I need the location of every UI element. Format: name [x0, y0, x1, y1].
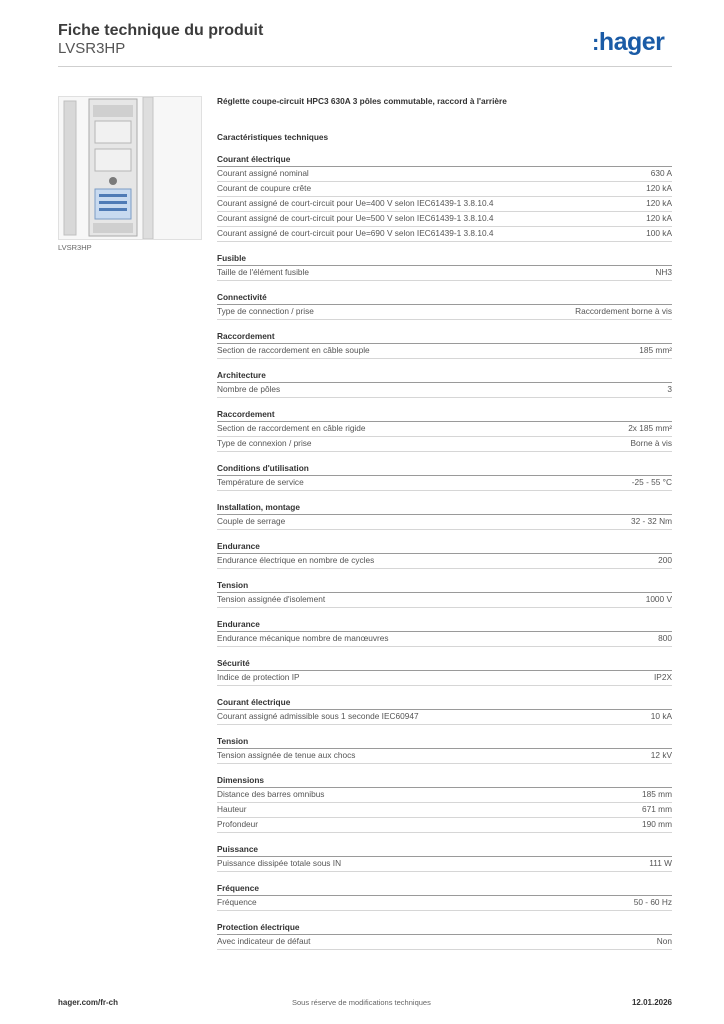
spec-value: 12 kV — [650, 750, 672, 760]
spec-group — [217, 369, 672, 398]
spec-value: 120 kA — [646, 198, 672, 208]
spec-group — [217, 579, 672, 608]
spec-label: Courant de coupure crête — [217, 183, 312, 193]
spec-row — [217, 671, 672, 686]
spec-group-title: Courant électrique — [217, 153, 672, 167]
spec-value: 3 — [667, 384, 672, 394]
spec-label: Courant assigné nominal — [217, 168, 309, 178]
spec-row — [217, 476, 672, 491]
spec-label: Type de connection / prise — [217, 306, 314, 316]
spec-group — [217, 696, 672, 725]
spec-group-title: Tension — [217, 579, 672, 593]
spec-value: 32 - 32 Nm — [630, 516, 672, 526]
spec-group-title: Dimensions — [217, 774, 672, 788]
spec-row — [217, 437, 672, 452]
spec-value: 190 mm — [642, 819, 672, 829]
spec-value: 200 — [658, 555, 672, 565]
spec-value: 2x 185 mm² — [628, 423, 672, 433]
spec-group-title: Connectivité — [217, 291, 672, 305]
product-description: Réglette coupe-circuit HPC3 630A 3 pôles commutable, raccord à l'arrière — [217, 96, 507, 106]
spec-value: 50 - 60 Hz — [633, 897, 672, 907]
spec-group — [217, 735, 672, 764]
spec-row — [217, 197, 672, 212]
spec-label: Fréquence — [217, 897, 257, 907]
spec-value: IP2X — [654, 672, 672, 682]
spec-row — [217, 593, 672, 608]
spec-value: 185 mm — [642, 789, 672, 799]
spec-row — [217, 266, 672, 281]
spec-value: 185 mm² — [639, 345, 672, 355]
spec-group — [217, 843, 672, 872]
spec-row — [217, 227, 672, 242]
spec-label: Indice de protection IP — [217, 672, 300, 682]
spec-row — [217, 422, 672, 437]
spec-group-title: Architecture — [217, 369, 672, 383]
spec-group — [217, 252, 672, 281]
image-caption: LVSR3HP — [58, 243, 92, 252]
spec-value: 800 — [658, 633, 672, 643]
spec-row — [217, 632, 672, 647]
spec-value: 671 mm — [642, 804, 672, 814]
spec-group-title: Endurance — [217, 540, 672, 554]
spec-row — [217, 344, 672, 359]
spec-value: Raccordement borne à vis — [575, 306, 672, 316]
spec-value: 111 W — [649, 858, 672, 868]
spec-label: Tension assignée de tenue aux chocs — [217, 750, 356, 760]
spec-label: Distance des barres omnibus — [217, 789, 325, 799]
spec-label: Courant assigné de court-circuit pour Ue=690 V selon IEC61439-1 3.8.10.4 — [217, 228, 494, 238]
spec-label: Section de raccordement en câble souple — [217, 345, 370, 355]
spec-label: Puissance dissipée totale sous IN — [217, 858, 342, 868]
spec-label: Endurance mécanique nombre de manœuvres — [217, 633, 389, 643]
spec-label: Section de raccordement en câble rigide — [217, 423, 366, 433]
spec-group-title: Sécurité — [217, 657, 672, 671]
page-title: Fiche technique du produit — [58, 22, 264, 39]
fuse-rail-illustration — [59, 97, 201, 239]
spec-label: Type de connexion / prise — [217, 438, 312, 448]
spec-row — [217, 896, 672, 911]
footer-notice: Sous réserve de modifications techniques — [292, 998, 431, 1007]
spec-group — [217, 291, 672, 320]
spec-group — [217, 882, 672, 911]
footer-date: 12.01.2026 — [631, 998, 672, 1007]
spec-row — [217, 383, 672, 398]
spec-group-title: Raccordement — [217, 408, 672, 422]
spec-group-title: Raccordement — [217, 330, 672, 344]
spec-group — [217, 153, 672, 242]
spec-label: Courant assigné de court-circuit pour Ue=400 V selon IEC61439-1 3.8.10.4 — [217, 198, 494, 208]
spec-value: Non — [656, 936, 672, 946]
spec-group-title: Conditions d'utilisation — [217, 462, 672, 476]
spec-label: Profondeur — [217, 819, 259, 829]
spec-value: 120 kA — [646, 213, 672, 223]
spec-group — [217, 921, 672, 950]
spec-row — [217, 935, 672, 950]
spec-value: 100 kA — [646, 228, 672, 238]
spec-label: Température de service — [217, 477, 304, 487]
spec-group-title: Protection électrique — [217, 921, 672, 935]
spec-label: Taille de l'élément fusible — [217, 267, 309, 277]
hager-logo: :hager — [592, 28, 665, 56]
characteristics-title: Caractéristiques techniques — [217, 132, 329, 142]
spec-row — [217, 305, 672, 320]
spec-group-title: Installation, montage — [217, 501, 672, 515]
spec-row — [217, 818, 672, 833]
spec-row — [217, 710, 672, 725]
spec-group-title: Fréquence — [217, 882, 672, 896]
spec-row — [217, 788, 672, 803]
spec-value: 1000 V — [645, 594, 672, 604]
spec-group — [217, 657, 672, 686]
spec-group — [217, 408, 672, 452]
product-reference: LVSR3HP — [58, 40, 126, 57]
spec-group — [217, 330, 672, 359]
spec-value: -25 - 55 °C — [631, 477, 672, 487]
spec-group — [217, 501, 672, 530]
spec-group-title: Tension — [217, 735, 672, 749]
spec-value: Borne à vis — [630, 438, 672, 448]
spec-group-title: Courant électrique — [217, 696, 672, 710]
spec-value: 630 A — [650, 168, 672, 178]
spec-row — [217, 182, 672, 197]
spec-row — [217, 803, 672, 818]
spec-label: Endurance électrique en nombre de cycles — [217, 555, 375, 565]
spec-row — [217, 167, 672, 182]
spec-group-title: Fusible — [217, 252, 672, 266]
specifications — [217, 95, 672, 960]
spec-label: Hauteur — [217, 804, 247, 814]
spec-group — [217, 462, 672, 491]
header-divider — [58, 66, 672, 67]
spec-value: NH3 — [655, 267, 672, 277]
spec-row — [217, 212, 672, 227]
spec-group — [217, 540, 672, 569]
spec-group-title: Puissance — [217, 843, 672, 857]
spec-row — [217, 515, 672, 530]
spec-label: Courant assigné de court-circuit pour Ue=500 V selon IEC61439-1 3.8.10.4 — [217, 213, 494, 223]
spec-label: Nombre de pôles — [217, 384, 281, 394]
spec-value: 120 kA — [646, 183, 672, 193]
footer-website: hager.com/fr-ch — [58, 998, 119, 1007]
spec-row — [217, 749, 672, 764]
spec-label: Tension assignée d'isolement — [217, 594, 326, 604]
spec-label: Couple de serrage — [217, 516, 286, 526]
spec-label: Avec indicateur de défaut — [217, 936, 311, 946]
product-image — [58, 96, 202, 240]
spec-value: 10 kA — [650, 711, 672, 721]
spec-group — [217, 774, 672, 833]
spec-group-title: Endurance — [217, 618, 672, 632]
spec-label: Courant assigné admissible sous 1 seconde IEC60947 — [217, 711, 419, 721]
spec-row — [217, 554, 672, 569]
spec-group — [217, 618, 672, 647]
spec-row — [217, 857, 672, 872]
spec-groups — [217, 153, 672, 950]
